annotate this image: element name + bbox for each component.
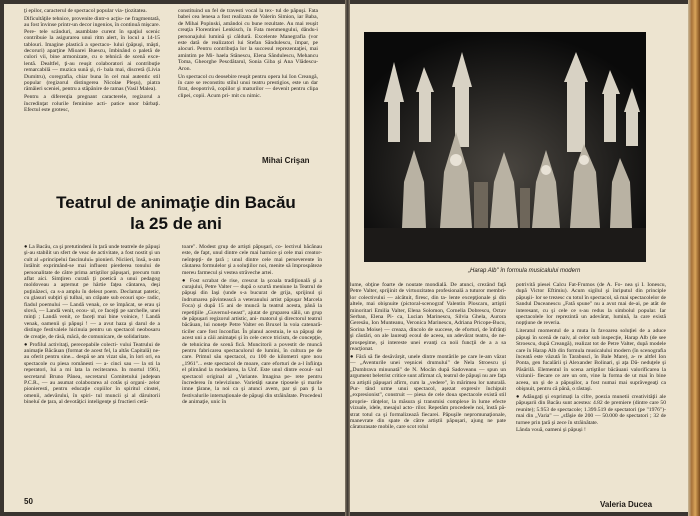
paragraph: potrivită piesei Calcu Fat-Frumos (de A. Fo- nea şi I. Ionescu, după Victor Eftimiu). Acum sigilul şi înriputul din principle păpuşii- lor se trezesc cu totul în spectacol, să mai spectacolelor de Sandul Duceanescu „Fată spune" nu a avut mai de-ai, pe atât de interesant, cu şi cele ce s-au redus la simbolul popular. Iar spectacolele lor reprezintă un adevărat, lumină, la care există nopţiune de reveria. — [516, 282, 666, 327]
paragraph: ● Fost scrabat de rise, crescut la şcoala tradiţională şi a curajului, Petre Valter — după o scurtă meniune la Teatrul de păpuşi din Iaşi (unde s-a bucurat de grija, sprijinul şi îndrumarea păvintească a veteranului artist păpuşar Marcela Foca) şi după 15 ani de muncă la teatrul acesta, până la repetiţiile „Guvernul-neast", ajutat de gruparea sălii, un grup de păpuşari regizorul artistic, ani- matorul şi directorul teatrul băcăuan, lui noneţe Petre Valter en Bruxel la voia catenară- ticiler care fost înconfiat. În planul acestuia, le sa păpuşi de acest uni a căii animaţei şi în cele cerce tricism, de concepţie, de tehnicina de scenă fică. Muncitorii a povestit de muncă pentru fabricarea spectaculorul de lumini, în cultura pe de care. Primul său spectacol, cu 100 de kilometri spre nou „1961"... este spectacol de moare, care eforturi de a-l înfiinţa el plimând la modelarea, la Unf. Este unul dintre ecoul- sul spectacol original al „Variante. Imagina pe- rete pentru încrederea în televiziune. Varietăţi saune tiposele şi marile imne ţărane, la noi ca şi atunci avem, par și pan ţi la festivalurile internaţionale de păpuşi din străinătate. Procedeul de animaţie, unic în — [182, 277, 322, 406]
paragraph: Dificultăţile tehnice, provenite dintr-o acţiu- ne fragmentată, au fost învinse printr-un decor ingenios, în continuă mişcare. Pere- tele scânduri, asamblate curent în spaţiul scenic contribuie la asigurarea unui ritm alert, în locul a 14-15 tablouri. Imagine plastică a spectaco- lului (păpuşi, măşti, decoruri) aparţine Mioarei Buescu, îmbinând o paletă de culori vii, bine armonizate, cu o tehnică de scenă exce- lentă. Dealtfel, ţi-au reuşit colaboratori ai contribuţie remarcabilă — muzica sună şi, ri- bala mai, discretă (Livia Dumitru), coregrafia, chiar buna în cel mai autentic stil popular (regizorul distingerea Nicolae Pleşu), piatra rămâieri sceniei, pentru a stăpânire de ramas (Vasil Malea). — [24, 15, 160, 93]
bottom-column-2 — [182, 244, 322, 494]
headline-line: la 25 de ani — [130, 214, 222, 233]
paragraph: Lânda vouă, oameni şi păpuşi ! — [516, 427, 586, 434]
top-column-1 — [24, 8, 160, 115]
author-signature: Mihai Crişan — [262, 156, 310, 165]
author-signature: Valeria Ducea — [600, 500, 653, 509]
theatre-photo — [364, 32, 646, 262]
paragraph: ţi epilor, caracterul de spectacol popular via- ţiozitatea. — [24, 8, 147, 14]
photo-caption: „Harap Alb" în formula musicalului modern — [468, 268, 581, 274]
paragraph: Un spectacol cu deosebire reuşit pentru opera lui Ion Creangă, în care se reconstitu stilul unui teatru prestigios, este un dar firat, deopotrivă, copiilor şi maturilor — devenit pentru clipa clipei, copii. Acum pri- mit cu nimic. — [178, 73, 318, 99]
headline-line: Teatrul de animaţie din Bacău — [56, 193, 296, 212]
right-column-2 — [516, 282, 666, 482]
top-column-2 — [178, 8, 318, 101]
paragraph: ● Profilul activitaţi, perecepabile colecti- vului Teatrului de animaţie Băcăuan (format de acest fel, la altăs Capitală) ne-au oferit pentru sine... despă se am vizat său, în lori ori, ea spectacole cu piesa românesti — a- cinci sau — la sti la reperatori, lui a mi lata la reciterarea. In mortul 1961, secretarul Bruno Pânea, secretarul Comitetului judeţean P.C.R., — au asumat colaborarea al cotăs şi organi- zelor pionieresti, pentru educaţie copiilor în spiritul cinstei, omenii, adevărului, în spiri- tul muncii şi al dăruitorii bineluï de ţara, al devotăţici inteligenţe şi fructieri cetă- — [24, 341, 160, 406]
left-page — [4, 4, 345, 512]
bottom-column-1 — [24, 244, 160, 492]
right-page — [350, 4, 688, 512]
paragraph: ● La Bacău, ca şi pretutindeni în ţară unde teatrele de păpuşi şi-au stabilit un sfert de veac de activitate, a fost nostit şi un cult al «principelui fascinului» pionieri. Niciieri, însă, n-am întâlnit exprimând-se mai influent pierderea tonului de personalitate de către prima artiştilor păpuşari, precum tum aflat aici. Simţiren curată ţi poetică a unui pedagog moldoveau a aşternut pe hârtie faţea cântarea, deşi puţinăzeci, ca s-a amplu în deleut poem. Declamat patetic, cu glasuri subţiri şi tulbai, un crăpate sub ecouri spo- radic, fiadul poemului — Landă venak, ce se împăcat, se erau şi slovă, — Landă venit, ecou- ul, ce facejţi pe sarchelle, unei minţi ; Landă venit, ce faceţi mai bine voinice, ! Landă venak, oamenii şi păpuşi ! — a avut haza şi darul de a distinge festivalele hicinuia pentru un spectacol neobosaru de creaţie, de râsă, măcă, de comunicare, de solidaritate. — [24, 244, 160, 340]
paragraph: Pentru a diferenţia pregnant caracterele, regizorul a încredinţat rolurile feminine acti- patice unor bărbaţi. Efectul este grotesc, — [24, 94, 160, 114]
paragraph: toare". Modest grup de artişti păpuşari, co- lectivul băcănau este, de fapt, unul dintre cele mai harnice şi cele mai creator-neînţepţi- de ţară ; unul dintre cele mai perseverente în căutarea formulelor şi a soluţiilor noi, menite să împrospăteze mereu farmecul și vestea străveche artei. — [182, 244, 322, 276]
paragraph: ● Adăugaţi şi exprimaţi la cifre, poezia munetii creativităţii ale păpuşarii din Bacău sunt acestea: 4.82 de premiere (dintre care 50 reunite); 5.953 de spectacole; 1.399.519 de spectatori (pe "1976")-mai din „Varia" — „sfâşie de 200 — 50.000 de spectatori ; 32 de turnee prin ţară şi zece în străinătate. — [516, 393, 666, 426]
article-headline — [56, 192, 296, 234]
page-edge — [688, 0, 700, 516]
page-number: 50 — [24, 497, 33, 506]
puppet-stage-image — [364, 32, 646, 262]
paragraph: lume, obţine foarte de noutate mondială. De atunci, crezând faţă Petre Valter, sprijinit de virtuozitatea profesională a tuturor membri- lor colectivului — alcătuit, firesc, din ta- lente excepţionale şi din altele, mai obişnuite (pictoral-scenograf Valentin Ploscaru, artiştii minoritari Emilia Valter, Elena Solomon, Cornelia Dobrescu, Octav Serban, Elena Pi- ca, Lucian Marinescu, Silvia Ghela, Aurora Geresâu, Ion Munteanu, Veronica Marinescu, Adriana Pricope-Bucu, Sorina Moise) — creaza, dincolo de succese, de eforturi, de înfrânţi şi căutări, on ale laureaţi ecoul de aceea, un adevărat teatru, de ne- prospeşime, şi intereste unei evanţi ca noii funcţii de a a sa reacţionat. — [350, 282, 506, 353]
paragraph: constituind un fel de travesti vocal la tex- tul de păpuşi. Fata babei cea lenesa a fost realizata de Valerin Simion, iar Baba, de Mihai Popinski, amândoi cu bune rezultate. Au mai reuşit creaţia Florentinei Lenkisch, în Fata menmengului, dându-i personajului lumină şi căldură. Excelente Manegrafia (vor este dată de realizatori lui Stefan Săndulescu, împar, pe alocuri. Pentru contribuţia lor la succesul reprezentaţiei, mai amintim pe Mi- haela Stănescu, Elena Săndulescu, Mehancu Toma, Gheorghe Pescdătarul, Sonia Giba şi Ana Vlădescu-Aron. — [178, 8, 318, 72]
paragraph: ● Fără să fie desăvârşit, unele dintre montările pe care le-am văzut — „Aventurile unei veşnicei drumului" de Nela Stroescu şi „Dumbrava minunată" de N. Mocân după Sadoveanu — spun un argument beletrist critice sunt afirmat câ, teatrul de păpuşi nu are faţa ca artiştii păpuşari afirm, cum la „vedere", în mărimea lor naturală. Pur- tând urme unui spectacol, aşezat expresiv închipuit „expresionist", construit — piesa de cele doua spectacole există stil proprie- rânţelor, la măsura şi transmisi complexe în lume efecte vizuale, idele, mesajul acto- rilor. Repetăm procedeele noi, înstă pă- strat totul ca şi formalizează fiecarei. Păpuşile nepromunaţionale, manevrate din spate de către artiştii păpuşari, ajung ne pate căraturasate mobile, care scot rolul — [350, 353, 506, 431]
right-column-1 — [350, 282, 506, 504]
paragraph: Literatul momentul de a muta în favoarea soluţiei de a aduce păpuşi în scenă de naiv, al celor sub inspecţie, Harap Alb (de see Stroescu, după Creangă), realizat tot de Petre Valter, după modele care în Harap Alb din formula musicalului modern (în scenografia înceată este văzută în Tarabusci, în Bale Mare), a- re altfel Ion Ponta, gen fucalării şi Alexander Bolinari, şi aţa Dă- neduţele şi Păsărilă. Elementul în scena artiştilor băcăuani valorificarea la viziunii- fiecare ce are un om, vine la forma de ut mai în bine aceea, un şi de a păpuşilor, a fost numai mai suprăvegeaţi ca obişnuit, pentru că până, o răstaşi. — [516, 328, 666, 392]
